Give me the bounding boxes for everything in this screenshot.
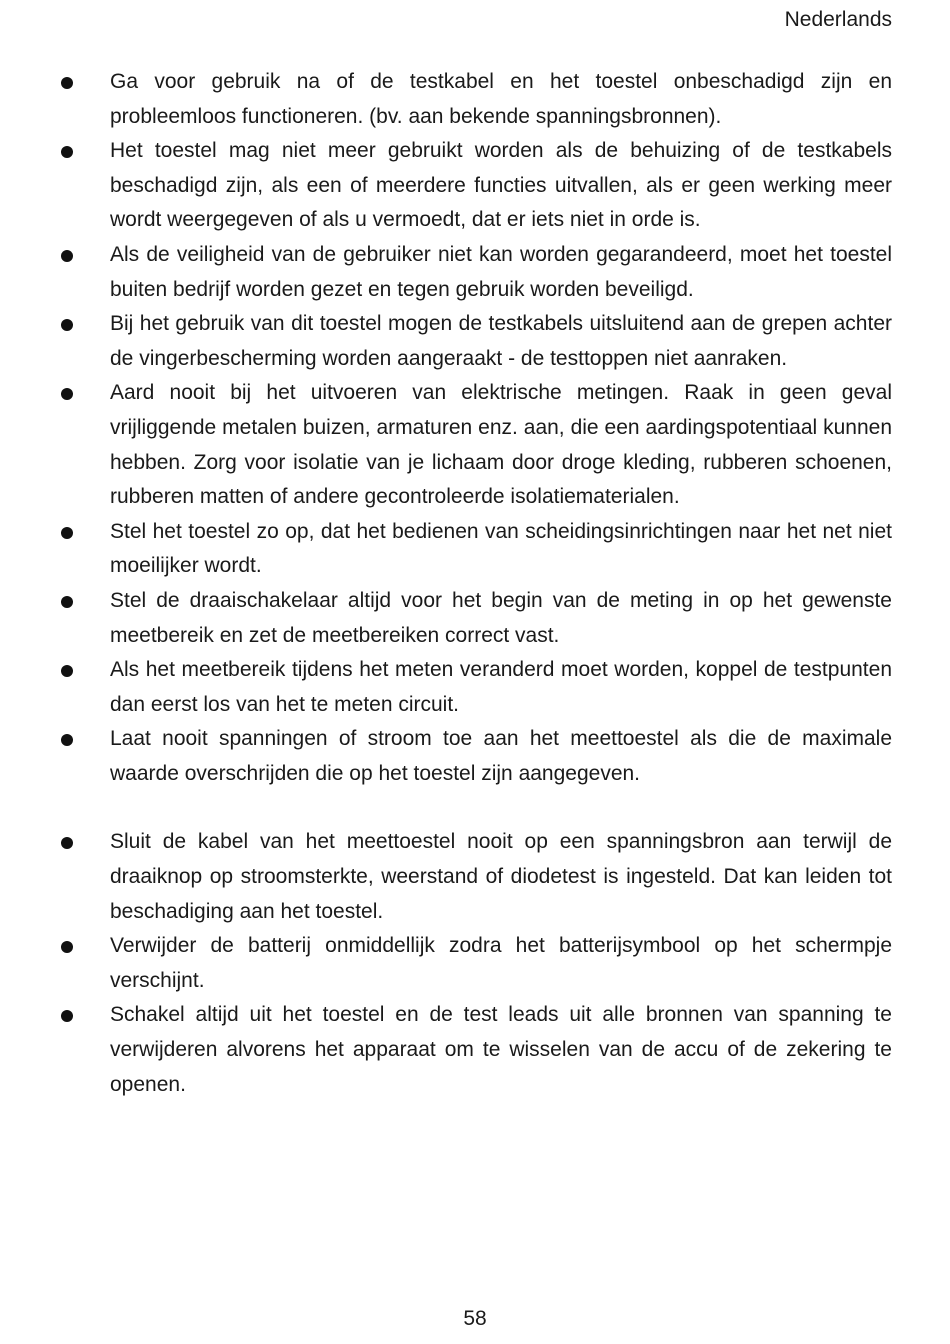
- safety-bullet-list: [0, 65, 950, 1102]
- bullet-dot-icon: [61, 250, 73, 262]
- page-number: 58: [463, 1307, 487, 1330]
- bullet-dot-icon: [61, 77, 73, 89]
- list-item: [0, 134, 950, 238]
- list-item: [0, 238, 950, 307]
- list-item-text: Laat nooit spanningen of stroom toe aan het meettoestel als die de maximale waarde overschrijden die op het toestel zijn aangegeven.: [110, 727, 892, 785]
- list-item-text: Verwijder de batterij onmiddellijk zodra het batterijsymbool op het schermpje verschijnt.: [110, 934, 892, 992]
- list-item: [0, 584, 950, 653]
- bullet-dot-icon: [61, 837, 73, 849]
- bullet-dot-icon: [61, 734, 73, 746]
- list-item-text: Sluit de kabel van het meettoestel nooit op een spanningsbron aan terwijl de draaiknop op stroomsterkte, weerstand of diodetest is ingesteld. Dat kan leiden tot beschadiging aan het toestel.: [110, 830, 892, 923]
- list-item-text: Aard nooit bij het uitvoeren van elektrische metingen. Raak in geen geval vrijliggende metalen buizen, armaturen enz. aan, die een aardingspotentiaal kunnen hebben. Zorg voor isolatie van je lichaam door droge kleding, rubberen schoenen, rubberen matten of andere gecontroleerde isolatiematerialen.: [110, 381, 892, 509]
- bullet-dot-icon: [61, 665, 73, 677]
- list-item: [0, 307, 950, 376]
- bullet-dot-icon: [61, 146, 73, 158]
- bullet-dot-icon: [61, 596, 73, 608]
- list-item: [0, 722, 950, 791]
- list-item: [0, 825, 950, 929]
- list-item: [0, 653, 950, 722]
- list-item-text: Het toestel mag niet meer gebruikt worden als de behuizing of de testkabels beschadigd zijn, als een of meerdere functies uitvallen, als er geen werking meer wordt weergegeven of als u vermoedt, dat er iets niet in orde is.: [110, 139, 892, 232]
- list-item-text: Stel het toestel zo op, dat het bedienen van scheidingsinrichtingen naar het net niet moeilijker wordt.: [110, 519, 892, 578]
- list-item: [0, 998, 950, 1102]
- list-item-text: Schakel altijd uit het toestel en de test leads uit alle bronnen van spanning te verwijderen alvorens het apparaat om te wisselen van de accu of de zekering te openen.: [110, 1003, 892, 1096]
- list-item-text: Bij het gebruik van dit toestel mogen de testkabels uitsluitend aan de grepen achter de vingerbescherming worden aangeraakt - de testtoppen niet aanraken.: [110, 312, 892, 370]
- bullet-dot-icon: [61, 941, 73, 953]
- bullet-dot-icon: [61, 388, 73, 400]
- list-item-text: Ga voor gebruik na of de testkabel en het toestel onbeschadigd zijn en probleemloos functioneren. (bv. aan bekende spanningsbronnen).: [110, 70, 892, 128]
- list-item: [0, 929, 950, 998]
- bullet-dot-icon: [61, 1010, 73, 1022]
- page-header-language: Nederlands: [784, 8, 892, 31]
- bullet-dot-icon: [61, 527, 73, 539]
- bullet-dot-icon: [61, 319, 73, 331]
- list-item: [0, 65, 950, 134]
- list-item: [0, 515, 950, 584]
- list-item-text: Als de veiligheid van de gebruiker niet kan worden gegarandeerd, moet het toestel buiten bedrijf worden gezet en tegen gebruik worden beveiligd.: [110, 242, 892, 301]
- list-item-text: Als het meetbereik tijdens het meten veranderd moet worden, koppel de testpunten dan eerst los van het te meten circuit.: [110, 658, 892, 716]
- list-item-text: Stel de draaischakelaar altijd voor het begin van de meting in op het gewenste meetbereik en zet de meetbereiken correct vast.: [110, 588, 892, 647]
- list-item: [0, 376, 950, 514]
